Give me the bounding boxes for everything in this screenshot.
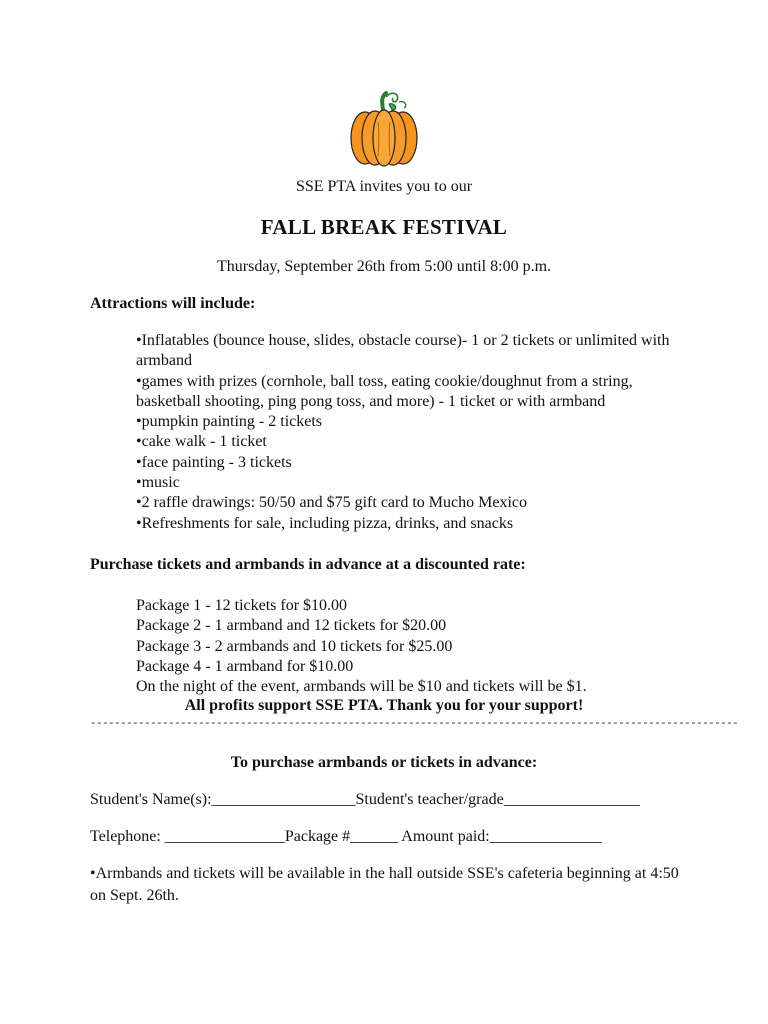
purchase-form-title: To purchase armbands or tickets in advance: xyxy=(230,754,538,771)
package-list xyxy=(136,596,696,697)
cut-line-divider: ------------------------------------------------------------------------------------------------------------ xyxy=(90,718,739,730)
telephone-field-line: Telephone: _______________Package #______ Amount paid:______________ xyxy=(90,828,602,845)
event-date: Thursday, September 26th from 5:00 until 8:00 p.m. xyxy=(216,258,552,275)
list-item: •games with prizes (cornhole, ball toss, eating cookie/doughnut from a string, basketball shooting, ping pong toss, and more) - 1 ticket or with armband xyxy=(136,372,633,410)
page-title: FALL BREAK FESTIVAL xyxy=(260,215,508,239)
list-item: •face painting - 3 tickets xyxy=(136,453,292,471)
list-item: •pumpkin painting - 2 tickets xyxy=(136,413,323,431)
student-name-field-line: Student's Name(s):__________________Student's teacher/grade_________________ xyxy=(90,791,640,808)
list-item: •2 raffle drawings: 50/50 and $75 gift card to Mucho Mexico xyxy=(136,494,527,512)
list-item: Package 1 - 12 tickets for $10.00 xyxy=(136,597,348,614)
list-item: •cake walk - 1 ticket xyxy=(136,433,267,451)
profits-note: All profits support SSE PTA. Thank you for your support! xyxy=(184,697,584,714)
pumpkin-icon xyxy=(345,88,423,168)
invite-line: SSE PTA invites you to our xyxy=(295,178,473,195)
list-item: On the night of the event, armbands will be $10 and tickets will be $1. xyxy=(136,678,587,696)
list-item: Package 3 - 2 armbands and 10 tickets for $25.00 xyxy=(136,637,453,655)
list-item: •Refreshments for sale, including pizza, drinks, and snacks xyxy=(136,514,514,532)
attractions-heading: Attractions will include: xyxy=(90,295,256,312)
attractions-list xyxy=(136,331,696,534)
availability-note: •Armbands and tickets will be available in the hall outside SSE's cafeteria beginning at 4:50 on Sept. 26th. xyxy=(90,865,679,904)
list-item: •music xyxy=(136,474,180,492)
advance-heading: Purchase tickets and armbands in advance at a discounted rate: xyxy=(90,556,526,573)
list-item: Package 2 - 1 armband and 12 tickets for $20.00 xyxy=(136,617,447,635)
list-item: Package 4 - 1 armband for $10.00 xyxy=(136,657,354,675)
list-item: •Inflatables (bounce house, slides, obstacle course)- 1 or 2 tickets or unlimited with armband xyxy=(136,332,670,370)
